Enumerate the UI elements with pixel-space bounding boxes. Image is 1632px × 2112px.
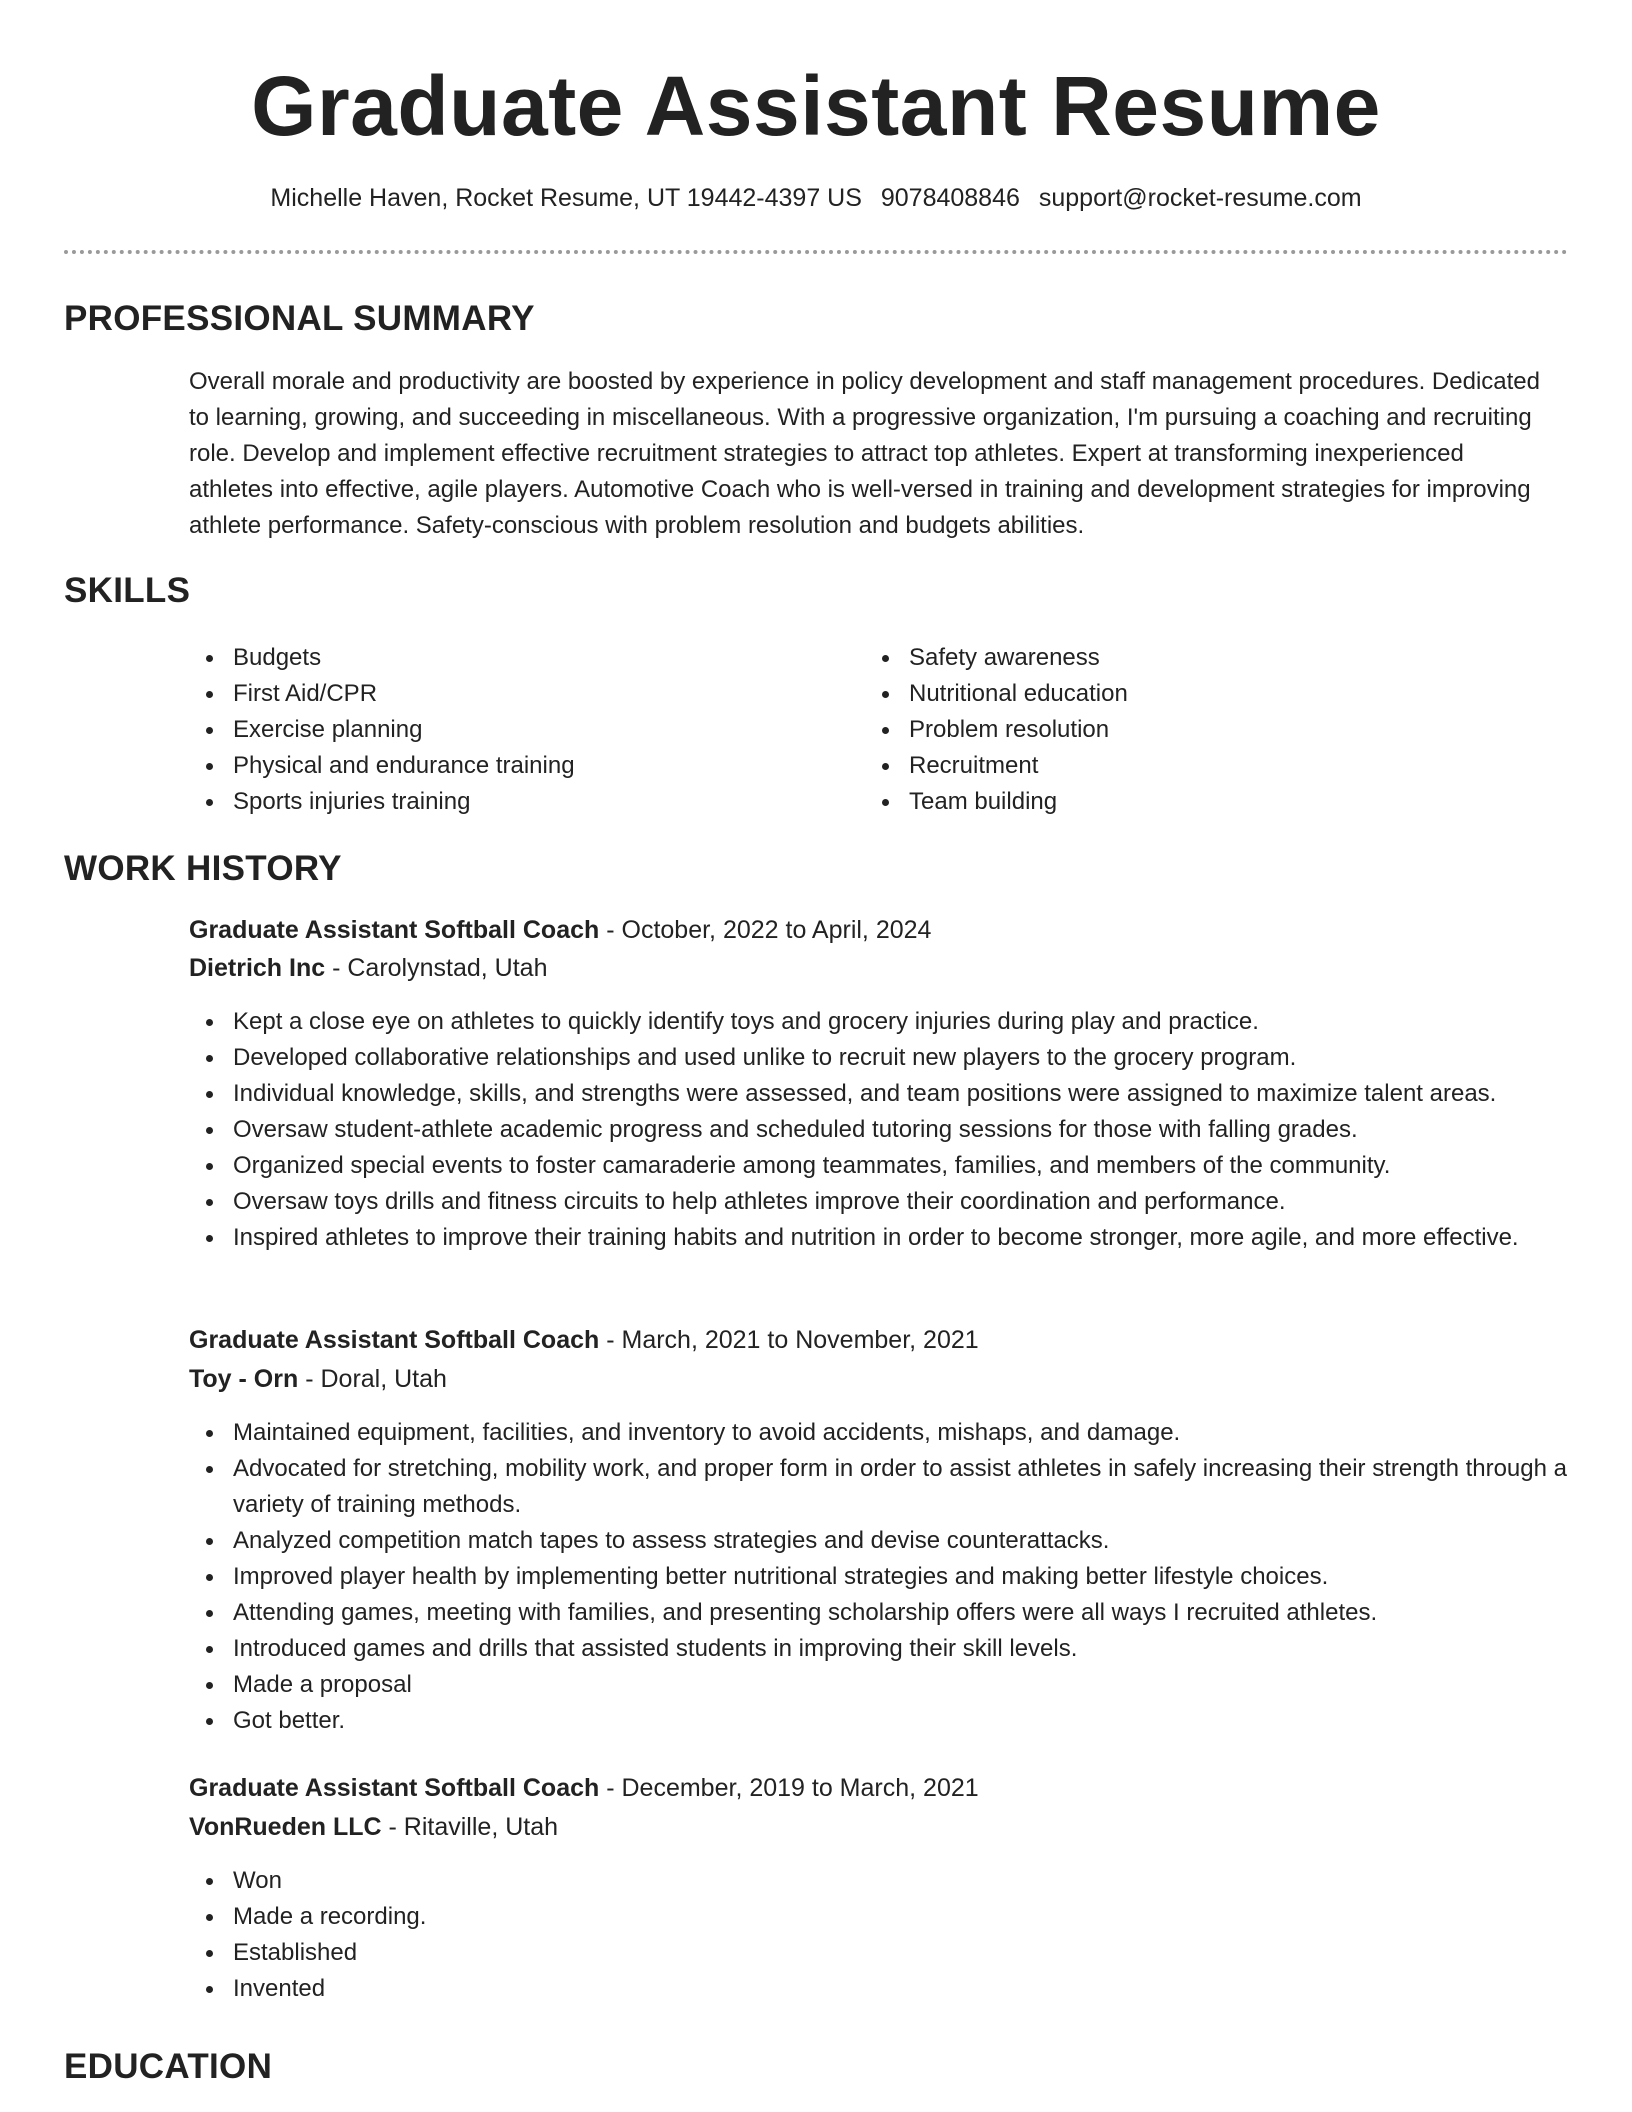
work-history-heading: WORK HISTORY: [64, 849, 342, 888]
job-bullet: Attending games, meeting with families, and presenting scholarship offers were all ways I recruited athletes.: [189, 1595, 1569, 1631]
summary-heading: PROFESSIONAL SUMMARY: [64, 299, 535, 338]
job-bullet: Individual knowledge, skills, and strengths were assessed, and team positions were assigned to maximize talent areas.: [189, 1076, 1569, 1112]
job-company-line: [189, 1363, 447, 1395]
resume-title: Graduate Assistant Resume: [251, 59, 1381, 153]
education-heading: EDUCATION: [64, 2047, 273, 2086]
job-company-line: [189, 952, 547, 984]
job-bullet: Won: [189, 1863, 1569, 1899]
skills-column-left: [189, 640, 829, 820]
contact-line: [0, 183, 1632, 213]
skills-heading: SKILLS: [64, 571, 191, 610]
job-bullet: Analyzed competition match tapes to assess strategies and devise counterattacks.: [189, 1523, 1569, 1559]
job-title: Graduate Assistant Softball Coach: [189, 1774, 600, 1802]
job-dates: - March, 2021 to November, 2021: [599, 1326, 979, 1354]
skill-item: Exercise planning: [189, 712, 829, 748]
job-bullet: Kept a close eye on athletes to quickly identify toys and grocery injuries during play and practice.: [189, 1004, 1569, 1040]
job-bullet: Oversaw toys drills and fitness circuits to help athletes improve their coordination and performance.: [189, 1184, 1569, 1220]
job-bullets: [189, 1415, 1569, 1739]
job-title: Graduate Assistant Softball Coach: [189, 916, 600, 944]
job-bullet: Inspired athletes to improve their training habits and nutrition in order to become stronger, more agile, and more effective.: [189, 1220, 1569, 1256]
job-bullet: Oversaw student-athlete academic progress and scheduled tutoring sessions for those with falling grades.: [189, 1112, 1569, 1148]
job-title: Graduate Assistant Softball Coach: [189, 1326, 600, 1354]
job-bullet: Maintained equipment, facilities, and inventory to avoid accidents, mishaps, and damage.: [189, 1415, 1569, 1451]
job-location: - Carolynstad, Utah: [325, 954, 548, 982]
skill-item: Nutritional education: [865, 676, 1505, 712]
job-bullet: Developed collaborative relationships and used unlike to recruit new players to the grocery program.: [189, 1040, 1569, 1076]
job-company: Toy - Orn: [189, 1365, 299, 1393]
skill-item: First Aid/CPR: [189, 676, 829, 712]
contact-address: Michelle Haven, Rocket Resume, UT 19442-4397 US: [270, 184, 862, 212]
job-company: Dietrich Inc: [189, 954, 326, 982]
job-bullet: Made a proposal: [189, 1667, 1569, 1703]
job-location: - Ritaville, Utah: [381, 1813, 559, 1841]
job-bullet: Made a recording.: [189, 1899, 1569, 1935]
contact-phone: 9078408846: [880, 184, 1020, 212]
job-bullet: Organized special events to foster camaraderie among teammates, families, and members of the community.: [189, 1148, 1569, 1184]
job-title-line: [189, 1772, 979, 1804]
contact-email: support@rocket-resume.com: [1038, 184, 1362, 212]
skill-item: Sports injuries training: [189, 784, 829, 820]
skill-item: Safety awareness: [865, 640, 1505, 676]
skill-item: Physical and endurance training: [189, 748, 829, 784]
skill-item: Recruitment: [865, 748, 1505, 784]
skill-item: Team building: [865, 784, 1505, 820]
skills-column-right: [865, 640, 1505, 820]
job-dates: - December, 2019 to March, 2021: [599, 1774, 979, 1802]
skill-item: Budgets: [189, 640, 829, 676]
job-company-line: [189, 1811, 558, 1843]
job-dates: - October, 2022 to April, 2024: [599, 916, 932, 944]
job-title-line: [189, 914, 931, 946]
job-bullet: Got better.: [189, 1703, 1569, 1739]
job-bullet: Invented: [189, 1971, 1569, 2007]
summary-text: Overall morale and productivity are boosted by experience in policy development and staff management procedures. Dedicated to learning, growing, and succeeding in miscellaneous. With a progressive organization, I'm pursuing a coaching and recruiting role. Develop and implement effective recruitment strategies to attract top athletes. Expert at transforming inexperienced athletes into effective, agile players. Automotive Coach who is well-versed in training and development strategies for improving athlete performance. Safety-conscious with problem resolution and budgets abilities.: [189, 368, 1540, 539]
job-bullets: [189, 1004, 1569, 1256]
job-bullet: Established: [189, 1935, 1569, 1971]
job-bullet: Improved player health by implementing better nutritional strategies and making better lifestyle choices.: [189, 1559, 1569, 1595]
job-bullets: [189, 1863, 1569, 2007]
job-company: VonRueden LLC: [189, 1813, 382, 1841]
job-title-line: [189, 1324, 979, 1356]
header-divider: [64, 250, 1568, 254]
skill-item: Problem resolution: [865, 712, 1505, 748]
job-bullet: Advocated for stretching, mobility work, and proper form in order to assist athletes in safely increasing their strength through a variety of training methods.: [189, 1451, 1569, 1523]
job-location: - Doral, Utah: [298, 1365, 447, 1393]
job-bullet: Introduced games and drills that assisted students in improving their skill levels.: [189, 1631, 1569, 1667]
